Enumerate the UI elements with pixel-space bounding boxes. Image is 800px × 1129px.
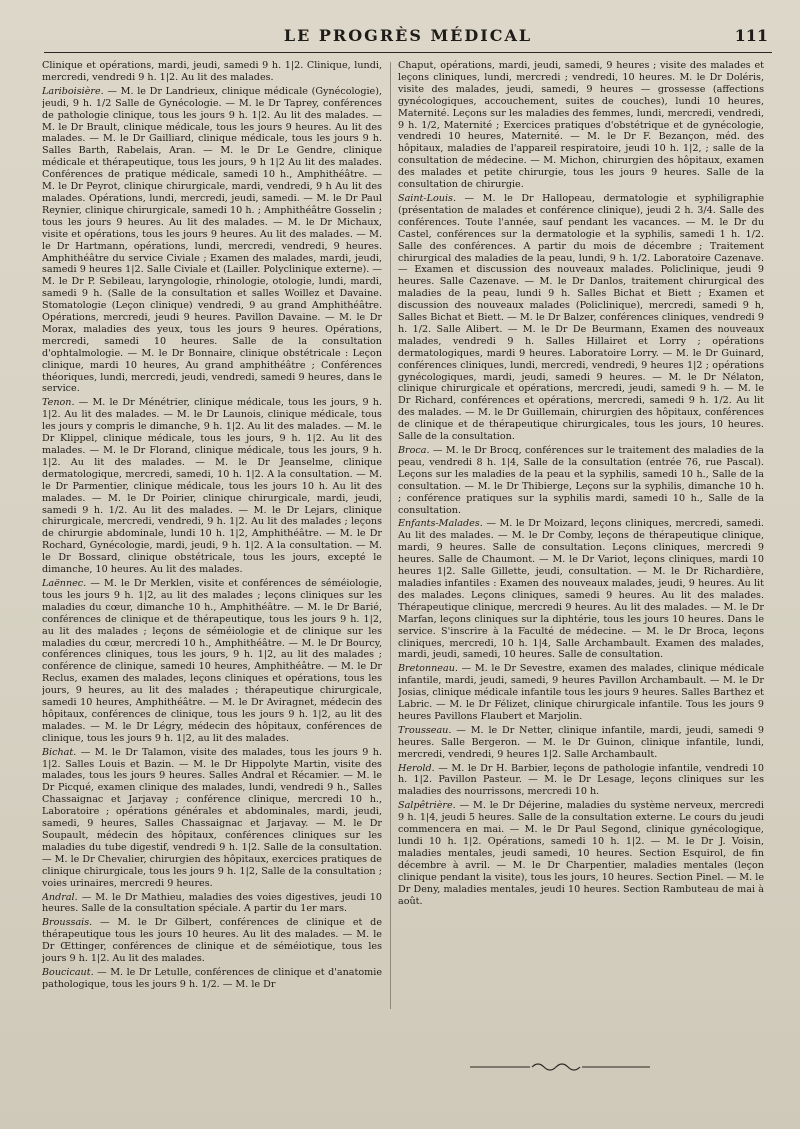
right-column [398, 60, 764, 1109]
paragraph-text: — M. le Dr Merklen, visite et conférences de séméiologie, tous les jours 9 h. 1|2, au lit des malades ; leçons cliniques sur les maladies du cœur, dimanche 10 h., Amphithéâtre. — M. le Dr Barié, conférences de clinique et de thérapeutique, tous les jours 9 h. 1|2, au lit des malades ; leçons de séméiologie et de clinique sur les maladies du cœur, mercredi 10 h., Amphithéâtre. — M. le Dr Bourcy, conférences cliniques, tous les jours, 9 h. 1|2, au lit des malades ; conférence de clinique, samedi 10 heures, Amphithéâtre. — M. le Dr Reclus, examen des malades, leçons cliniques et opérations, tous les jours, 9 heures, au lit des malades ; thérapeutique chirurgicale, samedi 10 heures, Amphithéâtre. — M. le Dr Aviragnet, médecin des hôpitaux, conférences de clinique, tous les jours 9 h. 1|2, au lit des malades. — M. le Dr Légry, médecin des hôpitaux, conférences de clinique, tous les jours 9 h. 1|2, au lit des malades. [42, 577, 382, 744]
hospital-name: Bretonneau. [398, 663, 458, 675]
paragraph-text: — M. le Dr Talamon, visite des malades, tous les jours 9 h. 1|2. Salles Louis et Bazin. — M. le Dr Hippolyte Martin, visite des malades, tous les jours 9 heures. Salles Andral et Récamier. — M. le Dr Picqué, examen clinique des malades, lundi, vendredi 9 h., Salles Chassaignac et Jarjavay ; conférence clinique, mercredi 10 h., Laboratoire ; opérations générales et abdominales, mardi, jeudi, samedi, 9 heures, Salles Chassaignac et Jarjavay. — M. le Dr Soupault, médecin des hôpitaux, conférences cliniques sur les maladies du tube digestif, vendredi 9 h. 1|2. Salle de la consultation. — M. le Dr Chevalier, chirurgien des hôpitaux, exercices pratiques de clinique chirurgicale, tous les jours 9 h. 1|2, Salle de la consultation ; voies urinaires, mercredi 9 heures. [42, 746, 382, 889]
paragraph-text: — M. le Dr Gilbert, conférences de clinique et de thérapeutique tous les jours 10 heures. Au lit des malades. — M. le Dr Œttinger, conférences de clinique et de séméiotique, tous les jours 9 h. 1|2. Au lit des malades. [42, 917, 382, 965]
paragraph-text: — M. le Dr H. Barbier, leçons de pathologie infantile, vendredi 10 h. 1|2. Pavillon Pasteur. — M. le Dr Lesage, leçons cliniques sur les maladies des nourrissons, mercredi 10 h. [398, 762, 764, 798]
hospital-name: Andral. [42, 891, 78, 903]
paragraph [42, 747, 382, 890]
paragraph-text: — M. le Dr Brocq, conférences sur le traitement des maladies de la peau, vendredi 8 h. 1|4, Salle de la consultation (entrée 76, rue Pascal). Leçons sur les maladies de la peau et la syphilis, samedi 10 h., Salle de la consultation. — M. le Dr Thibierge, Leçons sur la syphilis, dimanche 10 h. ; conférence pratiques sur la syphilis mardi, samedi 10 h., Salle de la consultation. [398, 445, 764, 516]
journal-title: LE PROGRÈS MÉDICAL [283, 26, 533, 45]
paragraph [42, 892, 382, 916]
paragraph [42, 578, 382, 745]
hospital-name: Saint-Louis. [398, 192, 457, 204]
paragraph-text: — M. le Dr Hallopeau, dermatologie et syphiligraphie (présentation de malades et conférence clinique), jeudi 2 h. 3/4. Salle des conférences. Toute l'année, sauf pendant les vacances. — M. le Dr du Castel, conférences sur la dermatologie et la syphilis, samedi 1 h. 1/2. Salle des conférences. A partir du mois de décembre ; Traitement chirurgical des maladies de la peau, lundi, 9 h. 1/2. Laboratoire Cazenave. — Examen et discussion des nouveaux malades. Policlinique, jeudi 9 heures. Salle Cazenave. — M. le Dr Danlos, traitement chirurgical des maladies de la peau, lundi 9 h. Salles Bichat et Biett ; Examen et discussion des nouveaux malades (Policlinique), mercredi, samedi 9 h, Salles Bichat et Biett. — M. le Dr Balzer, conférences cliniques, vendredi 9 h. 1/2. Salle Alibert. — M. le Dr De Beurmann, Examen des nouveaux malades, vendredi 9 h. Salles Hillairet et Lorry ; opérations dermatologiques, mardi 9 heures. Laboratoire Lorry. — M. le Dr Guinard, conférences cliniques, lundi, mercredi, vendredi, 9 heures 1|2 ; opérations gynécologiques, mardi, jeudi, samedi 9 heures. — M. le Dr Nélaton, clinique chirurgicale et opérations, mercredi, jeudi, samedi 9 h. — M. le Dr Richard, conférences et opérations, mercredi, samedi 9 h. 1/2. Au lit des malades. — M. le Dr Guillemain, chirurgien des hôpitaux, conférences de clinique et de thérapeutique chirurgicales, tous les jours, 10 heures. Salle de la consultation. [398, 192, 764, 443]
hospital-name: Lariboisière. [42, 85, 104, 97]
paragraph [398, 193, 764, 443]
paragraph [398, 445, 764, 516]
paragraph [398, 60, 764, 191]
paragraph-text: — M. le Dr Netter, clinique infantile, mardi, jeudi, samedi 9 heures. Salle Bergeron. — M. le Dr Guinon, clinique infantile, lundi, mercredi, vendredi, 9 heures 1|2. Salle Archambault. [398, 724, 764, 760]
hospital-name: Salpêtrière. [398, 800, 456, 812]
column-divider [390, 62, 391, 1009]
paragraph [42, 917, 382, 965]
paragraph-text: — M. le Dr Déjerine, maladies du système nerveux, mercredi 9 h. 1|4, jeudi 5 heures. Salle de la consultation externe. Le cours du jeudi commencera en mai. — M. le Dr Paul Segond, clinique gynécologique, lundi 10 h. 1|2. Opérations, samedi 10 h. 1|2. — M. le Dr J. Voisin, maladies mentales, jeudi samedi, 10 heures. Section Esquirol, de fin décembre à avril. — M. le Dr Charpentier, maladies mentales (leçon clinique pendant la visite), tous les jours, 10 heures. Section Pinel. — M. le Dr Deny, maladies mentales, jeudi 10 heures. Section Rambuteau de mai à août. [398, 800, 764, 907]
hospital-name: Bichat. [42, 746, 77, 758]
hospital-name: Broussais. [42, 917, 93, 929]
paragraph [42, 397, 382, 576]
paragraph-text: — M. le Dr Sevestre, examen des malades, clinique médicale infantile, mardi, jeudi, samedi, 9 heures Pavillon Archambault. — M. le Dr Josias, clinique médicale infantile tous les jours 9 heures. Salles Barthez et Labric. — M. le Dr Félizet, clinique chirurgicale infantile. Tous les jours 9 heures Pavillons Flaubert et Marjolin. [398, 663, 764, 722]
paragraph-text: — M. le Dr Mathieu, maladies des voies digestives, jeudi 10 heures. Salle de la consultation spéciale. A partir du 1er mars. [42, 891, 382, 915]
left-column [42, 60, 382, 1109]
end-ornament-icon [470, 1060, 650, 1074]
hospital-name: Herold. [398, 762, 435, 774]
paragraph [398, 663, 764, 723]
paragraph [398, 725, 764, 761]
hospital-name: Enfants-Malades. [398, 518, 483, 530]
hospital-name: Tenon. [42, 397, 75, 409]
running-header [44, 18, 772, 53]
paragraph [398, 763, 764, 799]
paragraph-text: — M. le Dr Letulle, conférences de clinique et d'anatomie pathologique, tous les jours 9 h. 1/2. — M. le Dr [42, 966, 382, 990]
hospital-name: Broca. [398, 445, 430, 456]
paragraph-text: Chaput, opérations, mardi, jeudi, samedi, 9 heures ; visite des malades et leçons cliniques, lundi, mercredi ; vendredi, 10 heures. M. le Dr Doléris, visite des malades, jeudi, samedi, 9 heures — grossesse (affections gynécologiques, accouchement, suites de couches), lundi 10 heures, Maternité. Leçons sur les maladies des femmes, lundi, mercredi, vendredi, 9 h. 1/2, Maternité ; Exercices pratiques d'obstétrique et de gynécologie, vendredi 10 heures, Maternité. — M. le Dr F. Bezançon, méd. des hôpitaux, maladies de l'appareil respiratoire, jeudi 10 h. 1|2, ; salle de la consultation de médecine. — M. Michon, chirurgien des hôpitaux, examen des malades et petite chirurgie, tous les jours 9 heures. Salle de la consultation de chirurgie. [398, 60, 764, 191]
hospital-name: Trousseau. [398, 724, 452, 736]
paragraph-text: — M. le Dr Ménétrier, clinique médicale, tous les jours, 9 h. 1|2. Au lit des malades. — M. le Dr Launois, clinique médicale, tous les jours y compris le dimanche, 9 h. 1|2. Au lit des malades. — M. le Dr Klippel, clinique médicale, tous les jours, 9 h. 1|2. Au lit des malades. — M. le Dr Florand, clinique médicale, tous les jours, 9 h. 1|2. Au lit des malades. — M. le Dr Jeanselme, clinique dermatologique, mercredi, samedi, 10 h. 1|2. A la consultation. — M. le Dr Parmentier, clinique médicale, tous les jours 10 h. Au lit des malades. — M. le Dr Poirier, clinique chirurgicale, mardi, jeudi, samedi 9 h. 1/2. Au lit des malades. — M. le Dr Lejars, clinique chirurgicale, mercredi, vendredi, 9 h. 1|2. Au lit des malades ; leçons de chirurgie abdominale, lundi 10 h. 1|2, Amphithéâtre. — M. le Dr Rochard, Gynécologie, mardi, jeudi, 9 h. 1|2. A la consultation. — M. le Dr Bossard, clinique obstétricale, tous les jours, excepté le dimanche, 10 heures. Au lit des malades. [42, 397, 382, 576]
paragraph-text: — M. le Dr Moizard, leçons cliniques, mercredi, samedi. Au lit des malades. — M. le Dr Comby, leçons de thérapeutique clinique, mardi, 9 heures. Salle de consultation. Leçons cliniques, mercredi 9 heures. Salle de Chaumont. — M. le Dr Variot, leçons cliniques, mardi 10 heures 1|2. Salle Gillette, jeudi, consultation. — M. le Dr Richardière, maladies infantiles : Examen des nouveaux malades, jeudi, 9 heures. Au lit des malades. Leçons cliniques, samedi 9 heures. Au lit des malades. Thérapeutique clinique, mercredi 9 heures. Au lit des malades. — M. le Dr Marfan, leçons cliniques sur la diphtérie, tous les jours 10 heures. Dans le service. S'inscrire à la Faculté de médecine. — M. le Dr Broca, leçons cliniques, mercredi, 10 h. 1|4, Salle Archambault. Examen des malades, mardi, jeudi, samedi, 10 heures. Salle de consultation. [398, 518, 764, 661]
page-number: 111 [734, 26, 768, 45]
paragraph-text: Clinique et opérations, mardi, jeudi, samedi 9 h. 1|2. Clinique, lundi, mercredi, vendredi 9 h. 1|2. Au lit des malades. [42, 60, 382, 83]
hospital-name: Boucicaut. [42, 966, 94, 978]
paragraph [42, 60, 382, 84]
paragraph [398, 800, 764, 907]
paragraph [42, 86, 382, 396]
paragraph-text: — M. le Dr Landrieux, clinique médicale (Gynécologie), jeudi, 9 h. 1/2 Salle de Gynécologie. — M. le Dr Taprey, conférences de pathologie clinique, tous les jours 9 h. 1|2. Au lit des malades. — M. le Dr Brault, clinique médicale, tous les jours 9 heures. Au lit des malades. — M. le Dr Gailliard, clinique médicale, tous les jours 9 h. Salles Barth, Rabelais, Aran. — M. le Dr Le Gendre, clinique médicale et thérapeutique, tous les jours, 9 h 1|2 Au lit des malades. Conférences de pratique médicale, samedi 10 h., Amphithéâtre. — M. le Dr Peyrot, clinique chirurgicale, mardi, vendredi, 9 h Au lit des malades. Opérations, lundi, mercredi, jeudi, samedi. — M. le Dr Paul Reynier, clinique chirurgicale, samedi 10 h. ; Amphithéâtre Gosselin ; tous les jours 9 heures. Au lit des malades. — M. le Dr Michaux, visite et opérations, tous les jours 9 heures. Au lit des malades. — M. le Dr Hartmann, opérations, lundi, mercredi, vendredi, 9 heures. Amphithéâtre du service Civiale ; Examen des malades, mardi, jeudi, samedi 9 heures 1|2. Salle Civiale et (Lailler. Polyclinique externe). — M. le Dr P. Sebileau, laryngologie, rhinologie, otologie, lundi, mardi, samedi 9 h. (Salle de la consultation et salles Woillez et Davaine. Stomatologie (Leçon clinique) vendredi, 9 au grand Amphithéâtre. Opérations, mercredi, jeudi 9 heures. Pavillon Davaine. — M. le Dr Morax, maladies des yeux, tous les jours 9 heures. Opérations, mercredi, samedi 10 heures. Salle de la consultation d'ophtalmologie. — M. le Dr Bonnaire, clinique obstétricale : Leçon clinique, mardi 10 heures, Au grand amphithéâtre ; Conférences théoriques, lundi, mercredi, jeudi, vendredi, samedi 9 heures, dans le service. [42, 85, 382, 395]
paragraph [42, 967, 382, 991]
paragraph [398, 518, 764, 661]
hospital-name: Laënnec. [42, 577, 87, 589]
